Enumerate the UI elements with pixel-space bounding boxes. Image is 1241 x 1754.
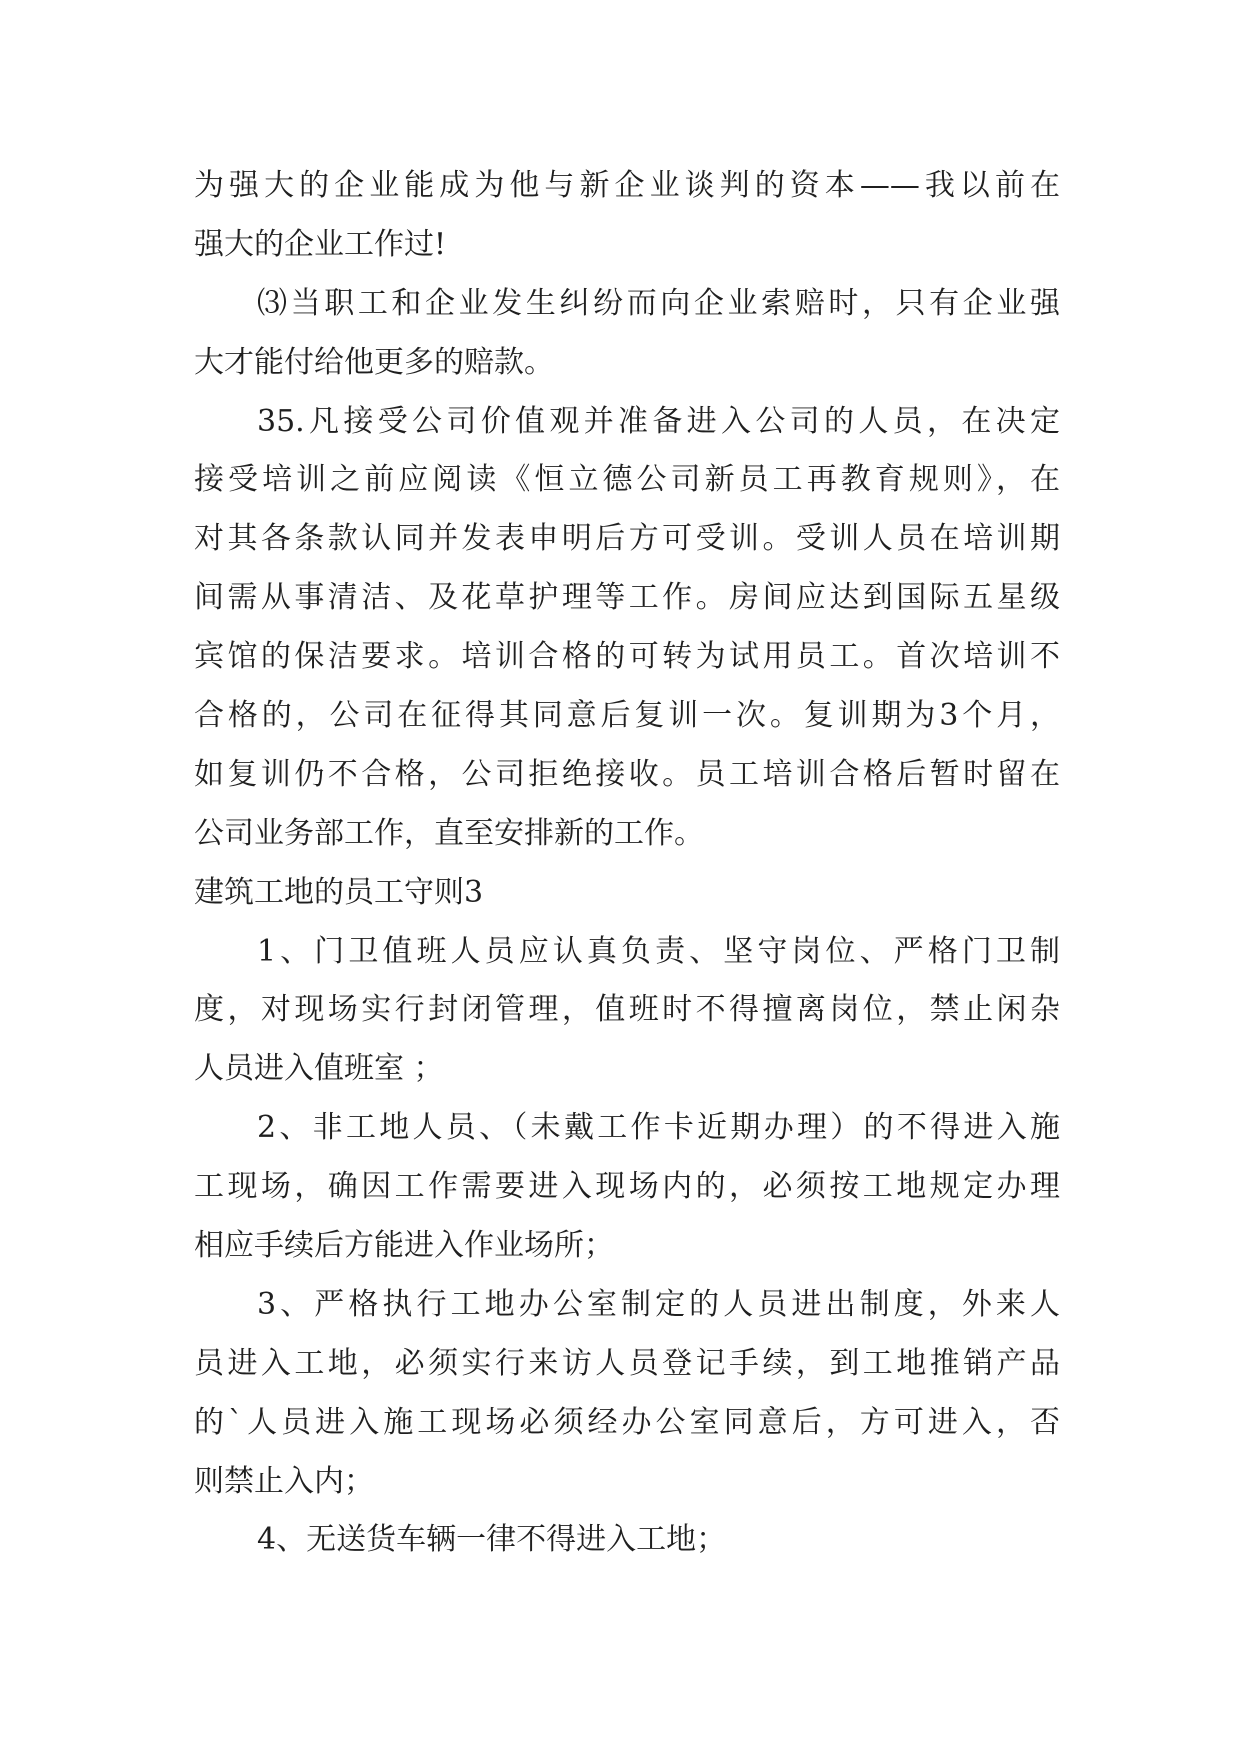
paragraph — [194, 157, 1060, 275]
paragraph-line: 人员进入值班室 ； — [194, 1051, 444, 1087]
paragraph-line: 间需从事清洁、及花草护理等工作。房间应达到国际五星级 — [194, 580, 1060, 616]
paragraph-line: 4、无送货车辆一律不得进入工地； — [257, 1522, 727, 1558]
paragraph-line: 接受培训之前应阅读《恒立德公司新员工再教育规则》，在 — [194, 462, 1060, 498]
paragraph-line: 35.凡接受公司价值观并准备进入公司的人员，在决定 — [257, 403, 1060, 439]
paragraph-line: 为强大的企业能成为他与新企业谈判的资本——我以前在 — [194, 168, 1060, 203]
paragraph — [194, 393, 1060, 864]
paragraph-line: 则禁止入内； — [194, 1463, 374, 1499]
paragraph-line: ⑶当职工和企业发生纠纷而向企业索赔时，只有企业强 — [257, 285, 1060, 321]
paragraph-line: 宾馆的保洁要求。培训合格的可转为试用员工。首次培训不 — [194, 639, 1060, 675]
paragraph-line: 1、门卫值班人员应认真负责、坚守岗位、严格门卫制 — [257, 933, 1060, 969]
paragraph-line: 的`人员进入施工现场必须经办公室同意后，方可进入，否 — [194, 1404, 1060, 1440]
rule-paragraph — [194, 1099, 1060, 1276]
rule-paragraph — [194, 923, 1060, 1100]
rule-paragraph — [194, 1511, 1060, 1570]
paragraph-line: 3、严格执行工地办公室制定的人员进出制度，外来人 — [257, 1286, 1060, 1322]
section-heading: 建筑工地的员工守则3 — [194, 874, 484, 910]
document-body — [194, 157, 1060, 1570]
paragraph-line: 如复训仍不合格，公司拒绝接收。员工培训合格后暂时留在 — [194, 756, 1060, 792]
paragraph-line: 强大的企业工作过! — [194, 226, 447, 262]
paragraph-line: 对其各条款认同并发表申明后方可受训。受训人员在培训期 — [194, 521, 1060, 557]
paragraph-line: 员进入工地，必须实行来访人员登记手续，到工地推销产品 — [194, 1345, 1060, 1381]
paragraph-line: 公司业务部工作，直至安排新的工作。 — [194, 815, 704, 851]
paragraph-line: 大才能付给他更多的赔款。 — [194, 344, 554, 380]
paragraph-line: 合格的，公司在征得其同意后复训一次。复训期为3个月， — [194, 698, 1060, 734]
paragraph-line: 2、非工地人员、（未戴工作卡近期办理）的不得进入施 — [257, 1110, 1060, 1146]
paragraph-line: 度，对现场实行封闭管理，值班时不得擅离岗位，禁止闲杂 — [194, 992, 1060, 1028]
paragraph-line: 相应手续后方能进入作业场所； — [194, 1228, 614, 1264]
paragraph-line: 工现场，确因工作需要进入现场内的，必须按工地规定办理 — [194, 1169, 1060, 1205]
rule-paragraph — [194, 1276, 1060, 1512]
paragraph — [194, 275, 1060, 393]
